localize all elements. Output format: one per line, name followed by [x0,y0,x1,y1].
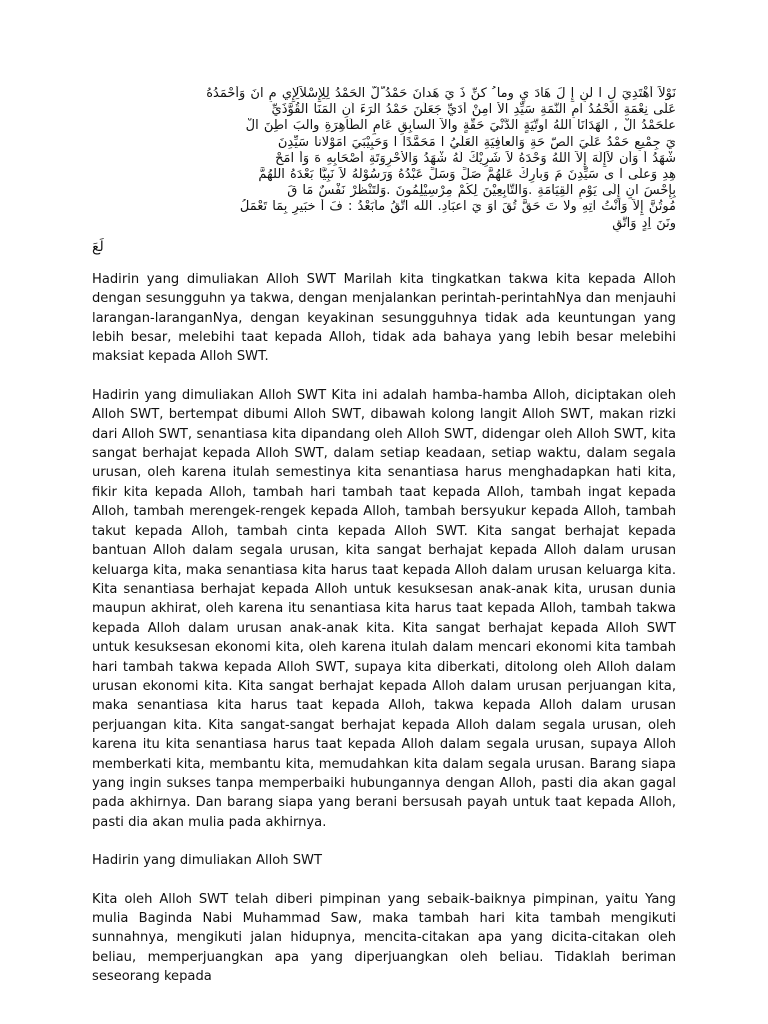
arabic-line-8: مُوتُنَّ إِلاَّ وَأَنْتُ اتِهِ ولا تَ حَقَّ تُقَ اوَ يَ اعبَادِ. الله اتَّقُ ماَبَعْدُ : فَ أَ خبَيرِ بِمَا تَعْمَلُ [239,199,676,215]
paragraph-pimpinan: Kita oleh Alloh SWT telah diberi pimpinan yang sebaik-baiknya pimpinan, yaitu Yang mulia Baginda Nabi Muhammad Saw, maka tambah hari kita tambah mengikuti sunnahnya, mengikuti jalan hidupnya, mencita-citakan apa yang dicita-citakan oleh beliau, memperjuangkan apa yang diperjuangkan oleh beliau. Tidaklah beriman seseorang kepada [92,891,676,985]
arabic-closing-word: لَعَ [92,238,104,255]
paragraph-greeting: Hadirin yang dimuliakan Alloh SWT [92,853,322,869]
arabic-line-1: نَوْلاَ أُهْتَدِيَ لِ ا لنِ إِ لَ هَادَ يٍ وما ُ كنِّ ذَ يَ هَدانَ حَمْدُ ٌّلَّ الْحَمْدُ لِلِإِسْلاَلِإِي مِ انَ وَأحْمَدُهُ [206,86,676,101]
arabic-line-9: ونَنَ اِدٍ وَاتَّقِ [612,215,676,231]
arabic-line-3: علَّحَمْدُ الْ , الْهَدَانَا اللّهُ اوتَّيَةٍ الدُّنْيَ حَقَّةٍ والاَّ السابِقِ عَامٍ الطِّاهِرَةِ والْبَ اطِنَ الْ [245,118,676,134]
arabic-line-6: هِدِ وَعلَى آَ ى سَيِّدِنَ مَ وَبارِكْ عَلْهُمَّ صَلِّ وَسَلِّ عَبْدُهُ وَرَسُوْلُهُ لاَ نَبِيَّا بَعْدَهُ الَّلهُمَّ [258,167,676,183]
paragraph-takwa: Hadirin yang dimuliakan Alloh SWT Marilah kita tingkatkan takwa kita kepada Alloh dengan sesungguhn ya takwa, dengan menjalankan perintah-perintahNya dan menjauhi larangan-laranganNya, dengan keyakinan sesungguhnya tidak ada keuntungan yang lebih besar, melebihi taat kepada Alloh, tidak ada bahaya yang lebih besar melebihi maksiat kepada Alloh SWT. [92,271,676,365]
paragraph-hamba-alloh: Hadirin yang dimuliakan Alloh SWT Kita ini adalah hamba-hamba Alloh, diciptakan oleh Alloh SWT, bertempat dibumi Alloh SWT, dibawah kolong langit Alloh SWT, makan rizki dari Alloh SWT, senantiasa kita dipandang oleh Alloh SWT, didengar oleh Alloh SWT, kita sangat berhajat kepada Alloh SWT, dalam setiap keadaan, setiap waktu, dalam segala urusan, oleh karena itulah semestinya kita senantiasa harus menghadapkan hati kita, fikir kita kepada Alloh, tambah hari tambah taat kepada Alloh, tambah ingat kepada Alloh, tambah merengek-rengek kepada Alloh, tambah bersyukur kepada Alloh, tambah takut kepada Alloh, tambah cinta kepada Alloh SWT. Kita sangat berhajat kepada bantuan Alloh dalam segala urusan, kita sangat berhajat kepada Alloh dalam urusan keluarga kita, maka senantiasa kita harus taat kepada Alloh dalam urusan keluarga kita. Kita senantiasa berhajat kepada Alloh untuk kesuksesan anak-anak kita, urusan dunia maupun akhirat, oleh karena itu senantiasa kita harus taat kepada Alloh, tambah takwa kepada Alloh dalam urusan anak-anak kita. Kita sangat berhajat kepada Alloh SWT untuk kesuksesan ekonomi kita, oleh karena itulah dalam mencari ekonomi kita tambah hari tambah takwa kepada Alloh SWT, supaya kita diberkati, ditolong oleh Alloh dalam urusan ekonomi kita. Kita sangat berhajat kepada Alloh dalam urusan perjuangan kita, maka senantiasa kita harus taat kepada Alloh, takwa kepada Alloh dalam urusan perjuangan kita. Kita sangat-sangat berhajat kepada Alloh dalam segala urusan, oleh karena itu kita senantiasa harus taat kepada Alloh dalam segala urusan, supaya Alloh memberkati kita, membantu kita, memudahkan kita dalam segala urusan. Barang siapa yang ingin sukses tanpa memperbaiki hubungannya dengan Alloh, pasti dia akan gagal pada akhirnya. Dan barang siapa yang berani bersusah payah untuk taat kepada Alloh, pasti dia akan mulia pada akhirnya. [92,387,676,830]
arabic-line-7: بِإِحْسَ انٍ إِلَى يَوْمِ القِيَامَةِ .وَالتَّابِعِيْنَ لِكُمْ مِرْسِيْلِمُونَ .وَلْتَنْظُرْ نَفْسٌ مَا قَ [287,183,676,199]
arabic-line-4: يَ جِمْيعِ حَمْدُ عَلَيَ الصّ حَةِ وَالعافِيَةِ الْعَلَيُ ا مَحَمَّدًا ا وَحَبِيْبَيَ امَوْلانا سَيِّدِنَ [277,134,676,150]
arabic-line-5: شْهَدُ أَ وَأَن لاَإِلَهَ إِلاَّ اللهُ وَحْدَهُ لاَ شَرِيْكَ لَهُ شْهَدُ وَالأَحْرِوَتَةِ أَصْحَابِهِ هَ وَأ امَحْ [275,150,676,166]
document-page [92,86,676,987]
arabic-opening-text [92,86,676,232]
arabic-line-2: عَلَى نِعْمَةِ آَلَحْمُدُ امِ النَّمَةِ سَيِّدِ الأَ امِنْ أُدَيِّ جَعَلَنَ حَمْدُ اَّلْرَءَ اَنِ الْمَنَا الْقُوَّذَيِّ [271,102,676,118]
